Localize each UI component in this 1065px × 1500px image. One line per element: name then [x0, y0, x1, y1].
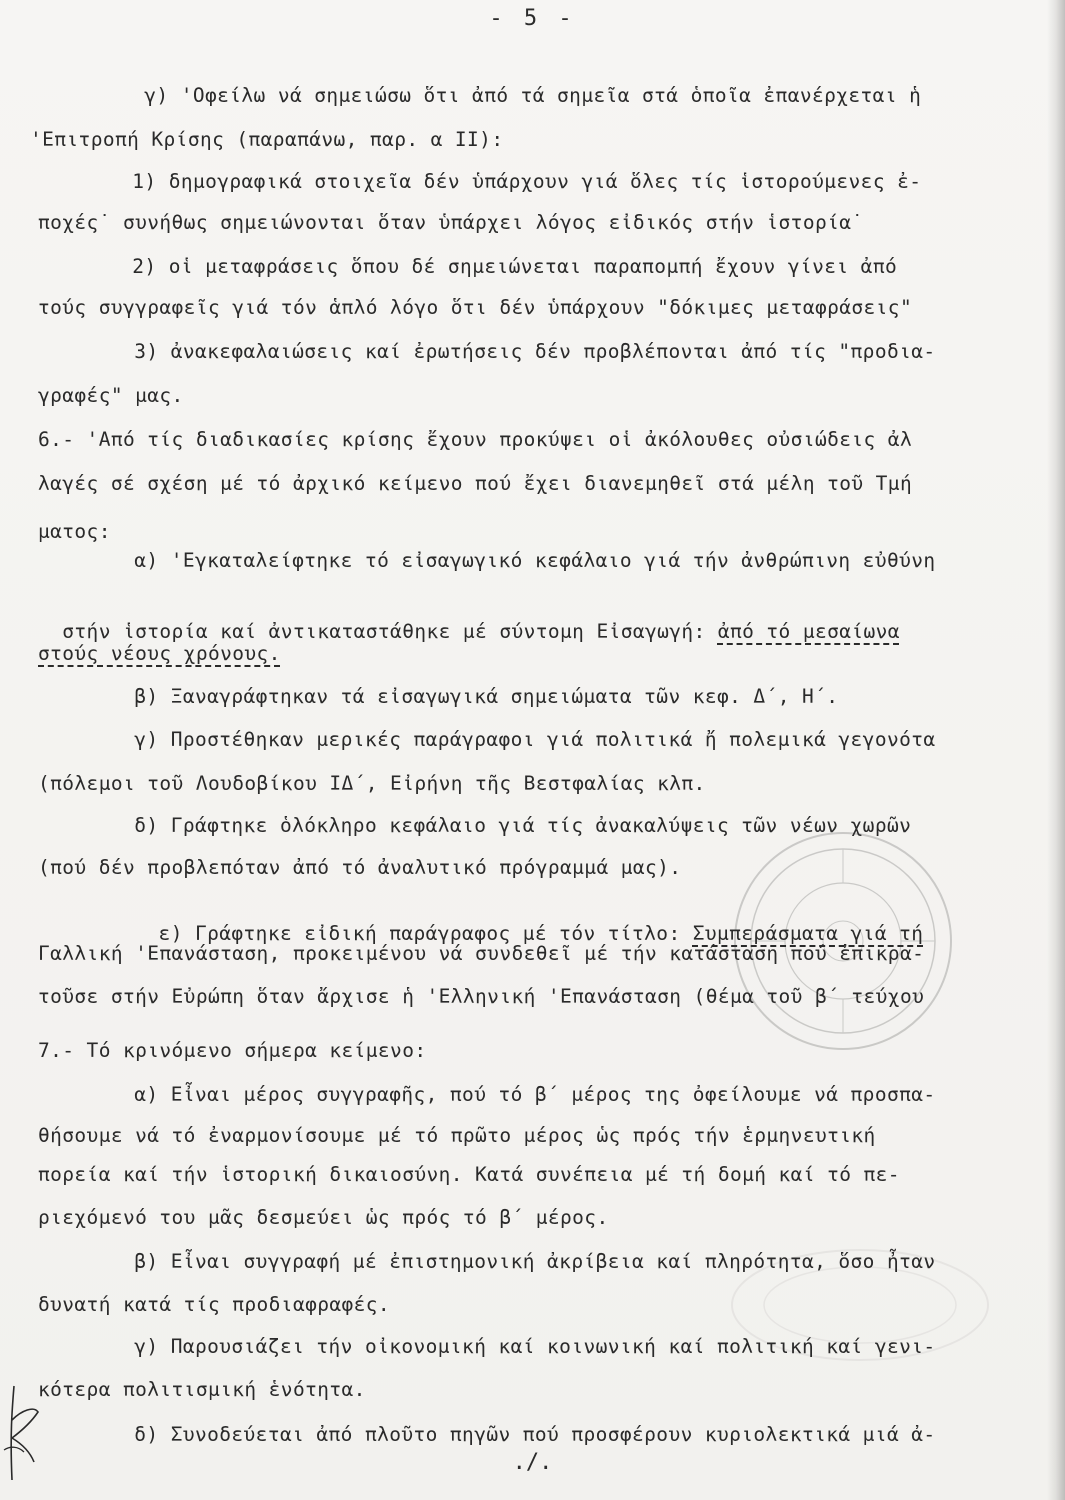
text-line: δ) Συνοδεύεται ἀπό πλοῦτο πηγῶν πού προσφέρουν κυριολεκτικά μιά ἀ- [110, 1423, 936, 1446]
text-line: θήσουμε νά τό ἐναρμονίσουμε μέ τό πρῶτο μέρος ὡς πρός τήν ἑρμηνευτική [38, 1124, 876, 1147]
text-line: πορεία καί τήν ἱστορική δικαιοσύνη. Κατά συνέπεια μέ τή δομή καί τό πε- [38, 1163, 900, 1186]
text-segment: στήν ἱστορία καί ἀντικαταστάθηκε μέ σύντομη Εἰσαγωγή: [62, 620, 718, 643]
page-end-mark: ./. [512, 1450, 553, 1475]
text-line: τοῦσε στήν Εὐρώπη ὅταν ἄρχισε ἡ 'Ελληνική 'Επανάσταση (θέμα τοῦ β΄ τεύχου [38, 985, 925, 1008]
text-line: 7.- Τό κρινόμενο σήμερα κείμενο: [38, 1039, 427, 1062]
page-number: - 5 - [489, 6, 576, 31]
handwritten-signature [0, 1380, 42, 1490]
text-line: β) Ξαναγράφτηκαν τά εἰσαγωγικά σημειώματα τῶν κεφ. Δ΄, Η΄. [110, 685, 839, 708]
text-line: β) Εἶναι συγγραφή μέ ἐπιστημονική ἀκρίβεια καί πληρότητα, ὅσο ἦταν [110, 1250, 936, 1273]
faint-stamp-ghost [720, 1240, 1000, 1370]
underlined-title: Συμπεράσματα γιά τή [692, 922, 924, 945]
text-line: ριεχόμενό του μᾶς δεσμεύει ὡς πρός τό β΄ μέρος. [38, 1206, 609, 1229]
text-line [38, 597, 900, 643]
underlined-title-continued: στούς νέους χρόνους. [38, 642, 281, 665]
text-line: δ) Γράφτηκε ὁλόκληρο κεφάλαιο γιά τίς ἀνακαλύψεις τῶν νέων χωρῶν [110, 814, 912, 837]
text-line: 2) οἱ μεταφράσεις ὅπου δέ σημειώνεται παραπομπή ἔχουν γίνει ἀπό [108, 255, 898, 278]
page-edge-shadow [1047, 0, 1065, 1500]
underlined-title: ἀπό τό μεσαίωνα [717, 620, 900, 643]
text-line: α) Εἶναι μέρος συγγραφῆς, πού τό β΄ μέρος της ὀφείλουμε νά προσπα- [110, 1083, 936, 1106]
text-line: 6.- 'Από τίς διαδικασίες κρίσης ἔχουν προκύψει οἱ ἀκόλουθες οὐσιώδεις ἀλ [38, 428, 913, 451]
text-line: λαγές σέ σχέση μέ τό ἀρχικό κείμενο πού ἔχει διανεμηθεῖ στά μέλη τοῦ Τμή [38, 472, 913, 495]
text-line: δυνατή κατά τίς προδιαφραφές. [38, 1293, 391, 1316]
text-line: (πόλεμοι τοῦ Λουδοβίκου ΙΔ΄, Εἰρήνη τῆς Βεστφαλίας κλπ. [38, 772, 706, 795]
text-line: 1) δημογραφικά στοιχεῖα δέν ὑπάρχουν γιά ὅλες τίς ἱστορούμενες ἐ- [108, 170, 922, 193]
text-line: α) 'Εγκαταλείφτηκε τό εἰσαγωγικό κεφάλαιο γιά τήν ἀνθρώπινη εὐθύνη [110, 549, 936, 572]
text-line: ματος: [38, 520, 111, 543]
text-line: γ) Παρουσιάζει τήν οἰκονομική καί κοινωνική καί πολιτική καί γενι- [110, 1335, 936, 1358]
official-seal-stamp [728, 826, 958, 1056]
text-line: ποχές˙ συνήθως σημειώνονται ὅταν ὑπάρχει λόγος εἰδικός στήν ἱστορία˙ [38, 211, 864, 234]
text-line: κότερα πολιτισμική ἑνότητα. [38, 1378, 366, 1401]
text-line: (πού δέν προβλεπόταν ἀπό τό ἀναλυτικό πρόγραμμά μας). [38, 856, 682, 879]
text-line: γραφές" μας. [38, 384, 184, 407]
text-line: γ) Προστέθηκαν μερικές παράγραφοι γιά πολιτικά ἤ πολεμικά γεγονότα [110, 728, 936, 751]
text-segment: ε) Γράφτηκε εἰδική παράγραφος μέ τόν τίτλο: [134, 922, 693, 945]
text-line: 3) ἀνακεφαλαιώσεις καί ἐρωτήσεις δέν προβλέπονται ἀπό τίς "προδια- [110, 340, 936, 363]
text-line: Γαλλική 'Επανάσταση, προκειμένου νά συνδεθεῖ μέ τήν κατάσταση πού ἐπικρα- [38, 942, 925, 965]
text-line: γ) 'Οφείλω νά σημειώσω ὅτι ἀπό τά σημεῖα στά ὁποῖα ἐπανέρχεται ἡ [120, 84, 922, 107]
text-line: 'Επιτροπή Κρίσης (παραπάνω, παρ. α II): [30, 128, 504, 151]
text-line: τούς συγγραφεῖς γιά τόν ἁπλό λόγο ὅτι δέν ὑπάρχουν "δόκιμες μεταφράσεις" [38, 296, 913, 319]
